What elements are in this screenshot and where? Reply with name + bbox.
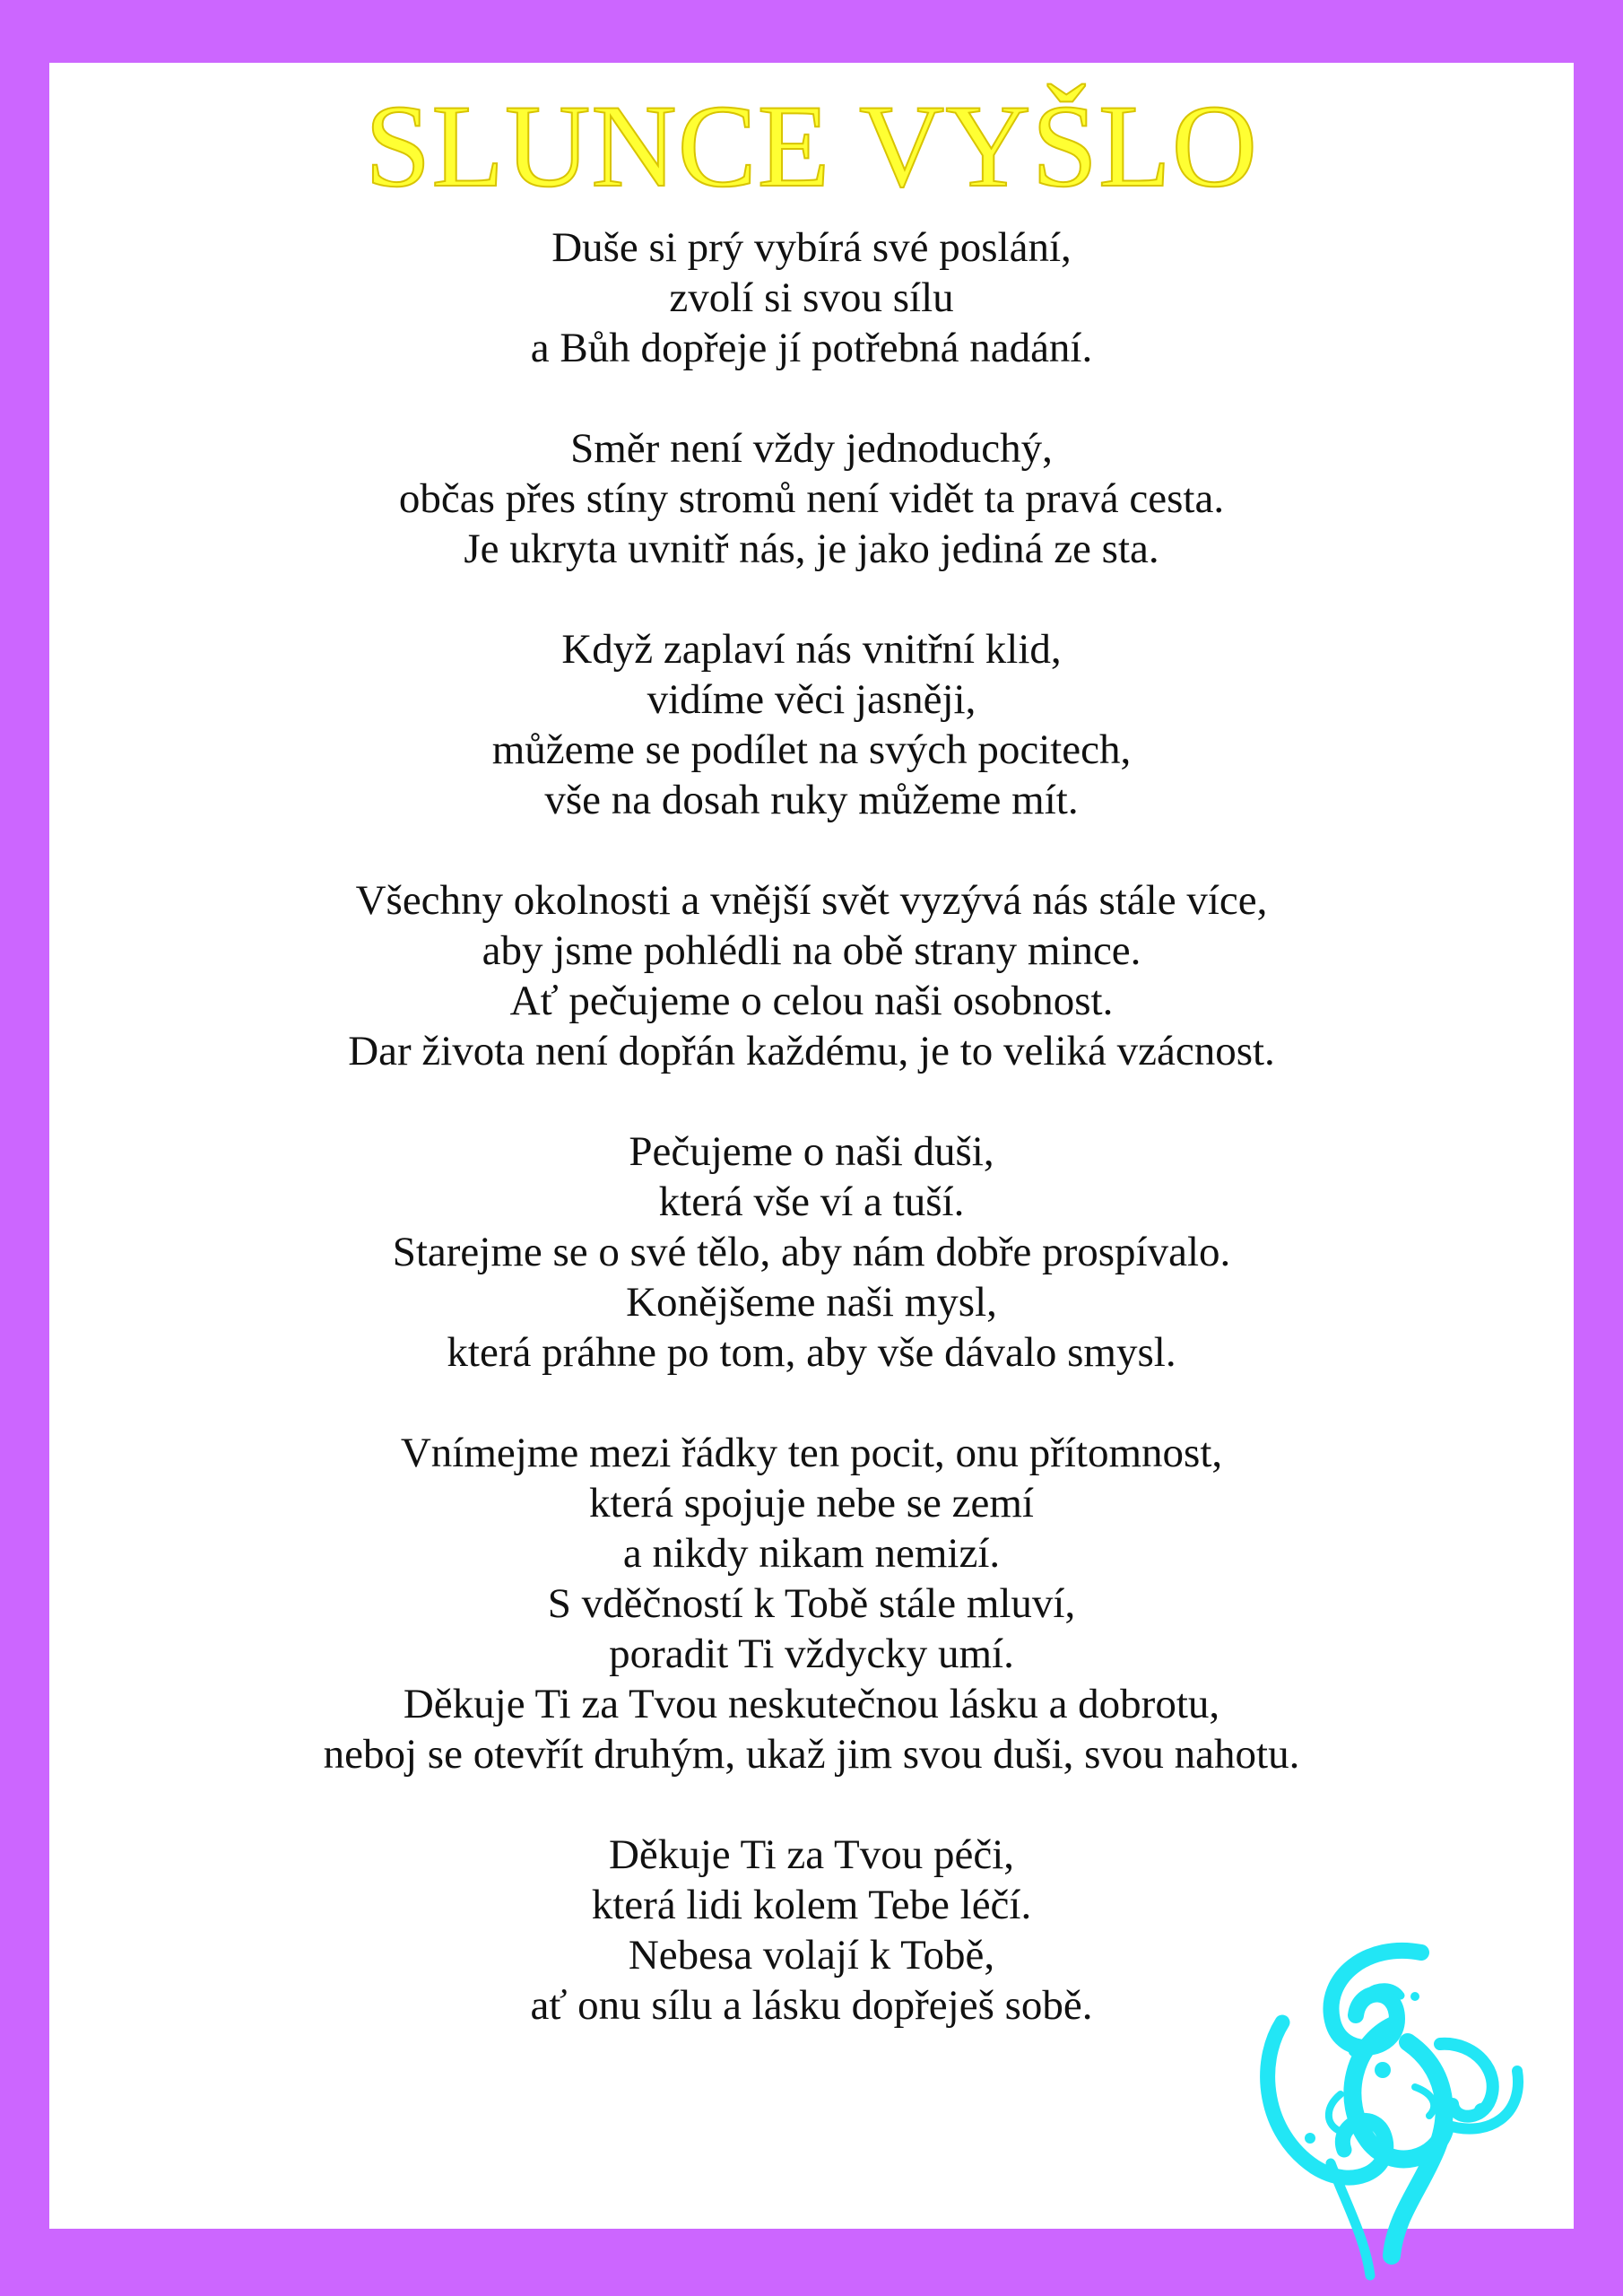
poem-line: vše na dosah ruky můžeme mít. — [544, 777, 1079, 823]
poem-line: Pečujeme o naši duši, — [629, 1128, 994, 1175]
poem-line: poradit Ti vždycky umí. — [609, 1631, 1014, 1677]
poem-line: která vše ví a tuší. — [658, 1178, 965, 1225]
poem-line: Starejme se o své tělo, aby nám dobře prospívalo. — [392, 1229, 1231, 1275]
poem-line: můžeme se podílet na svých pocitech, — [491, 726, 1132, 773]
poem-line: která spojuje nebe se zemí — [589, 1480, 1034, 1526]
poem-line: a nikdy nikam nemizí. — [622, 1530, 1001, 1577]
poem-line: Když zaplaví nás vnitřní klid, — [561, 626, 1062, 673]
poem-line: občas přes stíny stromů není vidět ta pravá cesta. — [398, 475, 1225, 522]
poem-line: S vděčností k Tobě stále mluví, — [547, 1580, 1076, 1627]
swirl-ornament-icon — [1255, 1942, 1524, 2283]
poem-line: Směr není vždy jednoduchý, — [570, 425, 1053, 472]
stanza — [49, 875, 1574, 1076]
poem-line: Je ukryta uvnitř nás, je jako jediná ze sta. — [464, 526, 1159, 572]
poem-title: SLUNCE VYŠLO — [364, 80, 1258, 212]
poem-line: Ať pečujeme o celou naši osobnost. — [509, 978, 1114, 1024]
poem-line: která lidi kolem Tebe léčí. — [591, 1882, 1032, 1928]
poem-line: Děkuje Ti za Tvou neskutečnou lásku a dobrotu, — [403, 1681, 1220, 1727]
poem-line: Děkuje Ti za Tvou péči, — [608, 1831, 1015, 1878]
poem-line: která práhne po tom, aby vše dávalo smysl. — [447, 1329, 1176, 1376]
poem-line: neboj se otevřít druhým, ukaž jim svou duši, svou nahotu. — [323, 1731, 1300, 1778]
poem-line: zvolí si svou sílu — [669, 274, 954, 321]
poem-page — [49, 63, 1574, 2229]
poem-line: aby jsme pohlédli na obě strany mince. — [482, 927, 1141, 974]
poem-line: Konějšeme naši mysl, — [626, 1279, 997, 1326]
poem-line: ať onu sílu a lásku dopřeješ sobě. — [530, 1982, 1093, 2029]
stanza — [49, 222, 1574, 373]
poem-line: Všechny okolnosti a vnější svět vyzývá nás stále více, — [355, 877, 1268, 924]
poem-line: a Bůh dopřeje jí potřebná nadání. — [530, 325, 1093, 371]
stanza — [49, 624, 1574, 825]
poem-line: vidíme věci jasněji, — [647, 676, 976, 723]
poem-line: Vnímejme mezi řádky ten pocit, onu přítomnost, — [400, 1430, 1223, 1476]
poem-line: Nebesa volají k Tobě, — [628, 1932, 995, 1979]
stanza — [49, 1126, 1574, 1378]
stanza — [49, 423, 1574, 574]
stanza — [49, 1428, 1574, 1779]
poem-body — [49, 222, 1574, 2081]
poem-line: Duše si prý vybírá své poslání, — [551, 224, 1072, 271]
poem-line: Dar života není dopřán každému, je to veliká vzácnost. — [348, 1028, 1275, 1074]
